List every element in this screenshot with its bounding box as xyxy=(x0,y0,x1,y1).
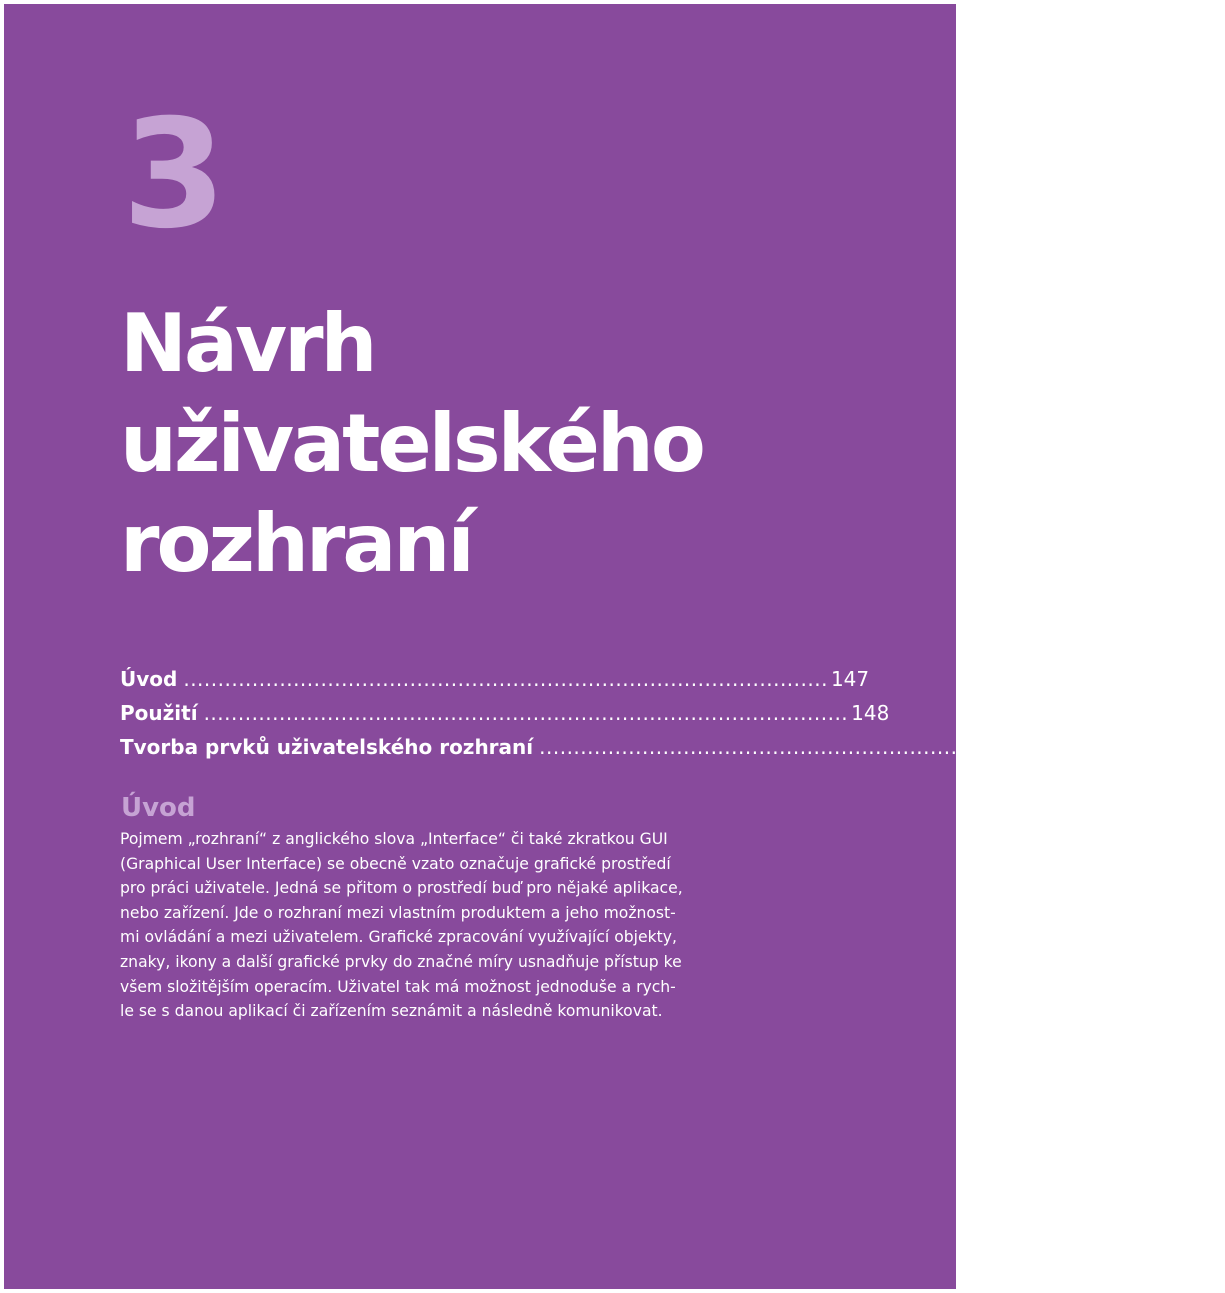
toc-entry-label: Úvod xyxy=(120,667,178,691)
toc-page-number: 147 xyxy=(830,667,870,691)
toc-leader-dots: .............................................................................................. xyxy=(183,667,828,691)
toc-page-number: 148 xyxy=(1186,735,1225,759)
chapter-title-line: uživatelského xyxy=(120,397,703,490)
chapter-number: 3 xyxy=(122,88,225,262)
toc-entry-label: Tvorba prvků uživatelského rozhraní xyxy=(120,735,534,759)
toc-entry[interactable] xyxy=(120,662,870,696)
toc-page-number: 148 xyxy=(851,701,890,725)
body-line: Pojmem „rozhraní“ z anglického slova „Interface“ či také zkratkou GUI xyxy=(120,830,668,848)
chapter-title-line: Návrh xyxy=(120,297,375,390)
body-line: (Graphical User Interface) se obecně vzato označuje grafické prostředí xyxy=(120,854,671,873)
section-body xyxy=(120,827,690,1024)
body-line: znaky, ikony a další grafické prvky do značné míry usnadňuje přístup ke xyxy=(120,952,682,971)
body-line: nebo zařízení. Jde o rozhraní mezi vlastním produktem a jeho možnost- xyxy=(120,903,676,922)
table-of-contents xyxy=(120,662,1225,764)
toc-entry[interactable] xyxy=(120,730,1225,764)
chapter-title xyxy=(120,294,880,594)
chapter-page xyxy=(4,4,1225,1289)
toc-entry[interactable] xyxy=(120,696,890,730)
toc-leader-dots: .............................................................................................. xyxy=(203,701,849,725)
body-line: pro práci uživatele. Jedná se přitom o prostředí buď pro nějaké aplikace, xyxy=(120,879,683,898)
toc-entry-label: Použití xyxy=(120,701,198,725)
body-line: všem složitějším operacím. Uživatel tak má možnost jednoduše a rych- xyxy=(120,977,676,996)
body-line: le se s danou aplikací či zařízením seznámit a následně komunikovat. xyxy=(120,1002,663,1021)
toc-leader-dots: .............................................................................................. xyxy=(539,735,1184,759)
section-heading: Úvod xyxy=(121,793,196,823)
chapter-title-line: rozhraní xyxy=(120,497,472,590)
body-line: mi ovládání a mezi uživatelem. Grafické zpracování využívající objekty, xyxy=(120,928,677,947)
